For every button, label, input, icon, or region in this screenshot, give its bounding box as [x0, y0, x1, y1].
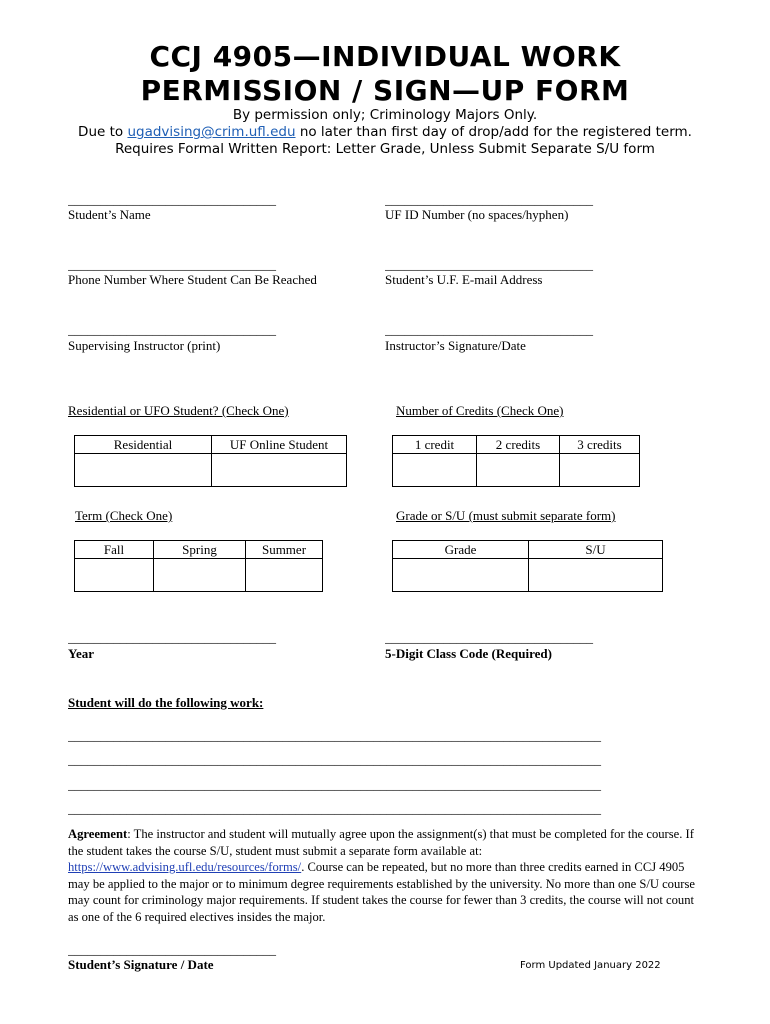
eligibility-note: By permission only; Criminology Majors Only. [232, 107, 538, 123]
student-signature-line[interactable]: ________________________________ [68, 943, 276, 957]
term-spring-label: Spring [154, 541, 246, 559]
residential-table [74, 435, 347, 487]
instructor-line[interactable]: ________________________________ [68, 323, 276, 337]
ufo-checkbox[interactable] [212, 454, 347, 487]
term-table [74, 540, 323, 592]
form-title-line2: PERMISSION / SIGN—UP FORM [140, 74, 630, 107]
term-heading: Term (Check One) [75, 508, 173, 523]
instructor-signature-line[interactable]: ________________________________ [385, 323, 593, 337]
work-line-4[interactable]: __________________________________________________________________________________ [68, 802, 601, 816]
year-line[interactable]: ________________________________ [68, 631, 276, 645]
grade-checkbox[interactable] [393, 559, 529, 592]
phone-line[interactable]: ________________________________ [68, 258, 276, 272]
agreement-paragraph [68, 826, 704, 926]
su-option-label: S/U [529, 541, 663, 559]
work-line-3[interactable]: __________________________________________________________________________________ [68, 778, 601, 792]
term-summer-label: Summer [246, 541, 323, 559]
submission-note-prefix: Due to [78, 124, 128, 140]
term-fall-checkbox[interactable] [75, 559, 154, 592]
phone-label: Phone Number Where Student Can Be Reached [68, 272, 317, 287]
work-line-2[interactable]: __________________________________________________________________________________ [68, 753, 601, 767]
term-spring-checkbox[interactable] [154, 559, 246, 592]
credit-2-checkbox[interactable] [477, 454, 560, 487]
work-heading: Student will do the following work: [68, 695, 264, 710]
uf-id-line[interactable]: ________________________________ [385, 193, 593, 207]
residential-heading: Residential or UFO Student? (Check One) [68, 403, 289, 418]
submission-note [0, 124, 770, 141]
credit-1-label: 1 credit [393, 436, 477, 454]
student-signature-label: Student’s Signature / Date [68, 957, 214, 972]
submission-note-suffix: no later than first day of drop/add for the registered term. [295, 124, 692, 140]
credits-table [392, 435, 640, 487]
agreement-text-2: . Course can be repeated, but no more than three credits earned in CCJ 4905 may be applied to the major or to minimum degree requirements established by the university. No more than one S/U course may count for criminology major requirements. If student takes the course for fewer than 3 credits, the course will not count as one of the 6 required electives insides the major. [68, 860, 695, 924]
credit-3-label: 3 credits [560, 436, 640, 454]
grade-heading: Grade or S/U (must submit separate form) [396, 508, 616, 523]
su-checkbox[interactable] [529, 559, 663, 592]
class-code-label: 5-Digit Class Code (Required) [385, 646, 552, 661]
credits-heading: Number of Credits (Check One) [396, 403, 564, 418]
work-line-1[interactable]: __________________________________________________________________________________ [68, 729, 601, 743]
grade-option-label: Grade [393, 541, 529, 559]
term-fall-label: Fall [75, 541, 154, 559]
forms-link[interactable]: https://www.advising.ufl.edu/resources/forms/ [68, 860, 302, 875]
ufo-option-label: UF Online Student [212, 436, 347, 454]
student-name-line[interactable]: ________________________________ [68, 193, 276, 207]
credit-2-label: 2 credits [477, 436, 560, 454]
advising-email-link[interactable]: ugadvising@crim.ufl.edu [127, 124, 296, 140]
instructor-signature-label: Instructor’s Signature/Date [385, 338, 526, 353]
term-summer-checkbox[interactable] [246, 559, 323, 592]
instructor-label: Supervising Instructor (print) [68, 338, 221, 353]
email-label: Student’s U.F. E-mail Address [385, 272, 543, 287]
grade-table [392, 540, 663, 592]
agreement-text-1: : The instructor and student will mutually agree upon the assignment(s) that must be completed for the course. If the student takes the course S/U, student must submit a separate form available at: [68, 827, 694, 858]
agreement-label: Agreement [68, 827, 128, 841]
residential-option-label: Residential [75, 436, 212, 454]
credit-3-checkbox[interactable] [560, 454, 640, 487]
form-title-line1: CCJ 4905—INDIVIDUAL WORK [149, 40, 621, 73]
residential-checkbox[interactable] [75, 454, 212, 487]
report-requirement-note: Requires Formal Written Report: Letter Grade, Unless Submit Separate S/U form [115, 141, 655, 157]
credit-1-checkbox[interactable] [393, 454, 477, 487]
form-updated-note: Form Updated January 2022 [520, 960, 661, 971]
student-name-label: Student’s Name [68, 207, 151, 222]
email-line[interactable]: ________________________________ [385, 258, 593, 272]
class-code-line[interactable]: ________________________________ [385, 631, 593, 645]
year-label: Year [68, 646, 94, 661]
uf-id-label: UF ID Number (no spaces/hyphen) [385, 207, 569, 222]
